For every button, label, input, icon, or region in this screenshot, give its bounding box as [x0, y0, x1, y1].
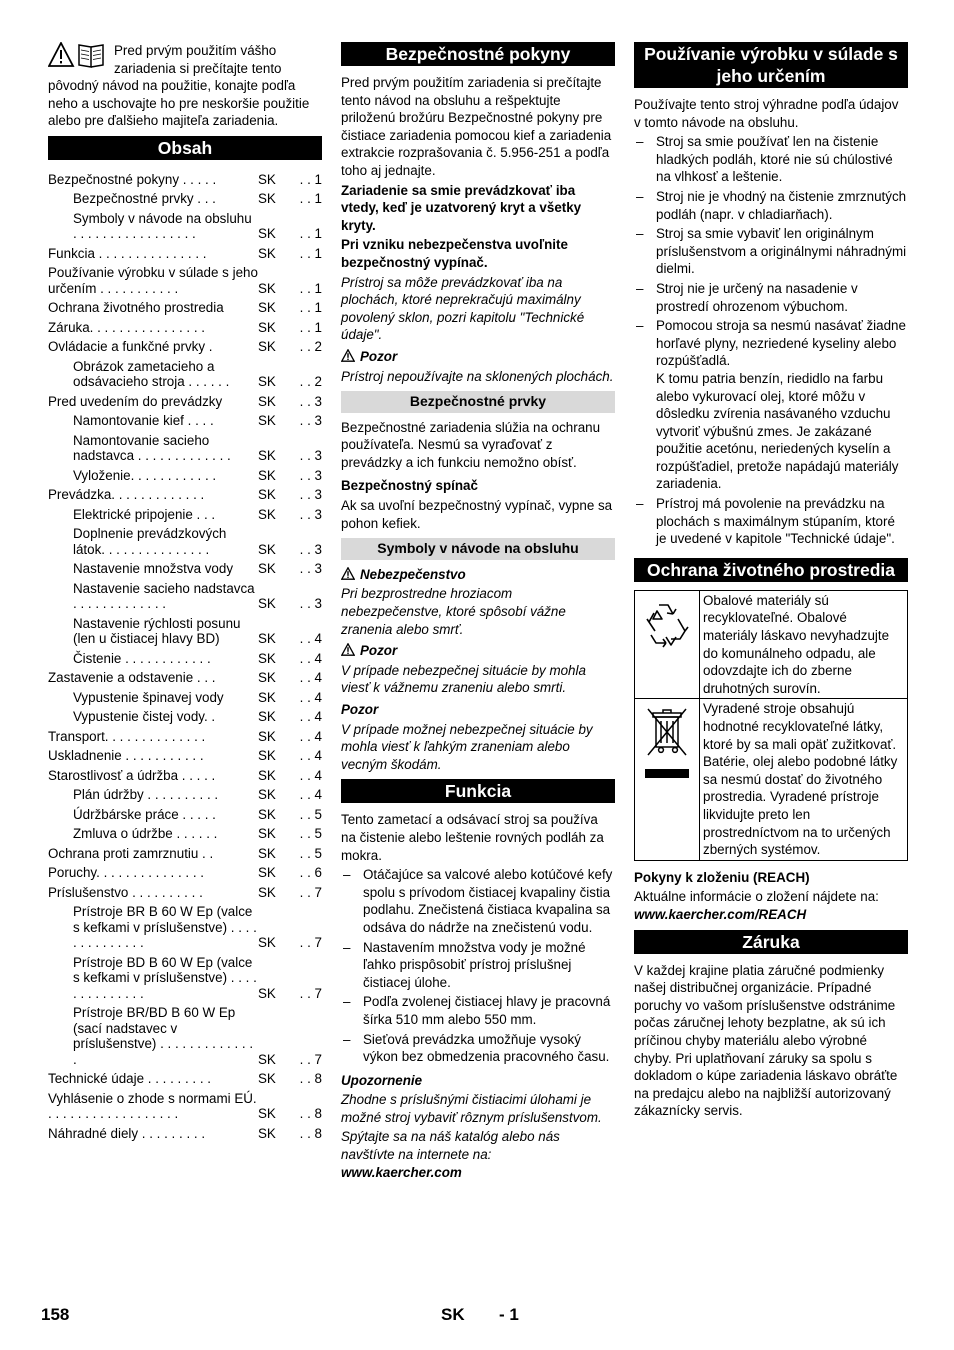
toc-row[interactable]	[48, 483, 322, 503]
toc-row[interactable]	[48, 296, 322, 316]
danger-label-text: Nebezpečenstvo	[360, 566, 466, 582]
toc-entry-lang: SK	[258, 709, 276, 725]
toc-entry-title: Ochrana proti zamrznutiu . .	[48, 845, 214, 861]
toc-row[interactable]	[48, 1122, 322, 1142]
toc-entry-lang: SK	[258, 1051, 276, 1067]
caution-text: V prípade možnej nebezpečnej situácie by mohla viesť k ľahkým zraneniam alebo vecným škodám.	[341, 721, 593, 772]
note-text-1: Zhodne s príslušnými čistiacimi úlohami je možné stroj vybaviť rôznym príslušenstvom.	[341, 1092, 602, 1125]
toc-entry-title: Doplnenie prevádzkových látok. . . . . . . . . . . . . . .	[73, 526, 227, 557]
toc-entry-title: Elektrické pripojenie . . .	[73, 506, 216, 522]
recycle-text: Obalové materiály sú recyklovateľné. Obalové materiály láskavo nevyhadzujte do komunálneho odpadu, ale odovzdajte ich do zberne druhotných surovín.	[700, 590, 908, 699]
intended-use-list	[634, 133, 908, 548]
toc-entry-lang: SK	[258, 280, 276, 296]
toc-entry-title: Obrázok zametacieho a odsávacieho stroja . . . . . .	[73, 358, 230, 390]
toc-entry-title: Nastavenie sacieho nadstavca . . . . . . . . . . . . .	[73, 580, 255, 612]
toc-entry-page: . . 4	[299, 631, 322, 647]
toc-row[interactable]	[48, 316, 322, 336]
list-item: – Prístroj má povolenie na prevádzku na plochách s maximálnym stúpaním, ktoré je uvedené v kapitole "Technické údaje".	[634, 495, 908, 548]
toc-entry-page: . . 4	[299, 689, 322, 705]
toc-entry-title: Funkcia . . . . . . . . . . . . . . .	[48, 245, 207, 261]
toc-entry-lang: SK	[258, 728, 276, 744]
toc-entry-title: Nastavenie množstva vody	[73, 561, 234, 577]
toc-entry-page: . . 8	[299, 1071, 322, 1087]
environment-title: Ochrana životného prostredia	[634, 558, 908, 582]
note-text-2: Spýtajte sa na náš katalóg alebo nás navštívte na internete na:	[341, 1129, 560, 1163]
toc-entry-lang: SK	[258, 865, 276, 881]
toc-entry-page: . . 3	[299, 487, 322, 503]
toc-entry-lang: SK	[258, 191, 276, 207]
toc-entry-page: . . 7	[299, 884, 322, 900]
list-item: – Nastavením množstva vody je možné ľahko prispôsobiť prístroj príslušnej čistiacej úlohe.	[341, 939, 615, 992]
toc-row[interactable]	[48, 187, 322, 207]
warn-label-text: Pozor	[360, 348, 398, 364]
toc-entry-title: Nastavenie rýchlosti posunu (len u čistiacej hlavy BD)	[73, 615, 241, 647]
safety-p4: Prístroj sa môže prevádzkovať iba na plochách, ktoré neprekračujú maximálny povolený sklon, pozri kapitolu "Technické údaje".	[341, 274, 585, 343]
toc-entry-title: Transport. . . . . . . . . . . . . .	[48, 728, 206, 744]
function-intro: Tento zametací a odsávací stroj sa používa na čistenie alebo leštenie rovných podláh za mokra.	[341, 812, 604, 863]
safety-p1: Pred prvým použitím zariadenia si prečítajte tento návod na obsluhu a rešpektujte priloženú brožúru Bezpečnostné pokyny pre čistiace zariadenia pomocou kief a zariadenia extrakcie rozprašovania č. 5.956-251 a podľa toho aj jednajte.	[341, 75, 612, 178]
toc-row[interactable]	[48, 557, 322, 577]
toc-entry-lang: SK	[258, 748, 276, 764]
toc-entry-title: Záruka. . . . . . . . . . . . . . . .	[48, 319, 206, 335]
toc-entry-page: . . 3	[299, 596, 322, 612]
toc-entry-title: Prevádzka. . . . . . . . . . . . .	[48, 487, 205, 503]
toc-entry-page: . . 6	[299, 865, 322, 881]
weee-text: Vyradené stroje obsahujú hodnotné recyklovateľné látky, ktoré by sa mali opäť zužitkovať. Batérie, olej alebo podobné látky sa nesmú dostať do životného prostredia. Vyradené prístroje likvidujte preto len prostredníctvom na to určených zberných systémov.	[700, 699, 908, 860]
toc-entry-lang: SK	[258, 448, 276, 464]
toc-entry-lang: SK	[258, 787, 276, 803]
toc-row[interactable]	[48, 242, 322, 262]
toc-entry-lang: SK	[258, 226, 276, 242]
toc-entry-title: Pred uvedením do prevádzky	[48, 393, 223, 409]
list-item: – Stroj sa smie vybaviť len originálnym príslušenstvom a originálnymi náhradnými dielmi.	[634, 225, 908, 278]
toc-row[interactable]	[48, 842, 322, 862]
toc-entry-lang: SK	[258, 935, 276, 951]
toc-entry-lang: SK	[258, 339, 276, 355]
table-row	[635, 590, 908, 699]
toc-entry-title: Zmluva o údržbe . . . . . .	[73, 826, 218, 842]
toc-row[interactable]	[48, 725, 322, 745]
toc-entry-lang: SK	[258, 1125, 276, 1141]
toc-entry-page: . . 1	[299, 245, 322, 261]
environment-table	[634, 590, 908, 861]
toc-entry-lang: SK	[258, 826, 276, 842]
safety-warn-label	[341, 348, 615, 366]
toc-entry-title: Bezpečnostné prvky . . .	[73, 191, 216, 207]
toc-entry-page: . . 1	[299, 171, 322, 187]
toc-entry-title: Uskladnenie . . . . . . . . . . .	[48, 748, 204, 764]
warranty-title: Záruka	[634, 930, 908, 954]
intro-notice	[48, 42, 322, 130]
toc-entry-title: Starostlivosť a údržba . . . . .	[48, 767, 216, 783]
function-title: Funkcia	[341, 779, 615, 803]
toc-entry-lang: SK	[258, 467, 276, 483]
toc-entry-lang: SK	[258, 374, 276, 390]
footer-lang: SK	[441, 1305, 465, 1324]
toc-entry-page: . . 5	[299, 806, 322, 822]
toc-entry-lang: SK	[258, 413, 276, 429]
toc-entry-lang: SK	[258, 487, 276, 503]
toc-row[interactable]	[48, 861, 322, 881]
symbols-title: Symboly v návode na obsluhu	[341, 538, 615, 560]
toc-row[interactable]	[48, 355, 322, 390]
safety-switch-title: Bezpečnostný spínač	[341, 478, 478, 494]
toc-entry-title: Vypustenie čistej vody. .	[73, 709, 216, 725]
warning-text: V prípade nebezpečnej situácie by mohla viesť k vážnemu zraneniu alebo smrti.	[341, 662, 586, 696]
toc-row[interactable]	[48, 207, 322, 242]
toc-row[interactable]	[48, 1001, 322, 1067]
list-item-text: Pomocou stroja sa nesmú nasávať žiadne horľavé plyny, nezriedené kyseliny alebo rozpúšťadlá.	[656, 318, 906, 369]
intended-use-intro: Používajte tento stroj výhradne podľa údajov v tomto návode na obsluhu.	[634, 97, 899, 130]
toc-row[interactable]	[48, 429, 322, 464]
toc-entry-page: . . 1	[299, 191, 322, 207]
toc-entry-page: . . 3	[299, 541, 322, 557]
toc-entry-title: Vypustenie špinavej vody	[73, 689, 224, 705]
toc-row[interactable]	[48, 503, 322, 523]
toc-entry-lang: SK	[258, 541, 276, 557]
toc-row[interactable]	[48, 822, 322, 842]
toc-entry-page: . . 4	[299, 767, 322, 783]
toc-entry-lang: SK	[258, 631, 276, 647]
toc-row[interactable]	[48, 900, 322, 951]
warning-manual-icon	[48, 42, 110, 68]
danger-label	[341, 566, 615, 584]
list-item: – Stroj nie je vhodný na čistenie zmrznutých podláh (napr. v chladiarňach).	[634, 188, 908, 223]
toc-entry-page: . . 4	[299, 728, 322, 744]
toc-entry-title: Príslušenstvo . . . . . . . . . .	[48, 884, 203, 900]
toc-row[interactable]	[48, 764, 322, 784]
toc-entry-title: Prístroje BR/BD B 60 W Ep (sací nadstavec v príslušenstve) . . . . . . . . . . . . . .	[73, 1005, 254, 1067]
toc-row[interactable]	[48, 881, 322, 901]
warranty-text: V každej krajine platia záručné podmienky našej distribučnej organizácie. Prípadné poruchy vo vašom príslušenstve odstránime počas záručnej lehoty bezplatne, ak sú ich príčinou chyby materiálu alebo výrobné chyby. Pri uplatňovaní záruky sa spolu s dokladom o kúpe zariadenia láskavo obráťte na predajcu alebo na najbližší autorizovaný zákaznícky servis.	[634, 962, 898, 1119]
crossed-bin-icon	[642, 705, 692, 785]
toc-entry-title: Technické údaje . . . . . . . . .	[48, 1071, 211, 1087]
toc-entry-page: . . 3	[299, 413, 322, 429]
toc-row[interactable]	[48, 577, 322, 612]
toc-row[interactable]	[48, 951, 322, 1002]
safety-p2: Zariadenie sa smie prevádzkovať iba vtedy, keď je uzatvorený kryt a všetky kryty.	[341, 182, 582, 233]
toc-row[interactable]	[48, 464, 322, 484]
toc-entry-page: . . 1	[299, 226, 322, 242]
toc-entry-page: . . 5	[299, 845, 322, 861]
toc-entry-title: Vyhlásenie o zhode s normami EÚ. . . . . . . . . . . . . . . . . . .	[48, 1090, 257, 1122]
toc-entry-title: Údržbárske práce . . . . .	[73, 806, 216, 822]
page-number: 158	[41, 1305, 70, 1324]
toc-title: Obsah	[48, 136, 322, 160]
toc-entry-title: Poruchy. . . . . . . . . . . . . . .	[48, 865, 205, 881]
column-left	[48, 42, 322, 1141]
list-item: – Stroj nie je určený na nasadenie v prostredí ohrozenom výbuchom.	[634, 280, 908, 315]
toc-entry-title: Prístroje BD B 60 W Ep (valce s kefkami v príslušenstve) . . . . . . . . . . . . . .	[73, 954, 257, 1001]
toc-entry-lang: SK	[258, 1071, 276, 1087]
safety-devices-text: Bezpečnostné zariadenia slúžia na ochranu používateľa. Nesmú sa vyraďovať z prevádzky a ich funkciu nemožno obísť.	[341, 419, 601, 470]
toc-row[interactable]	[48, 612, 322, 647]
toc-entry-lang: SK	[258, 393, 276, 409]
toc-entry-title: Symboly v návode na obsluhu . . . . . . . . . . . . . . . . .	[73, 210, 252, 242]
toc-entry-lang: SK	[258, 985, 276, 1001]
toc-entry-lang: SK	[258, 806, 276, 822]
toc-entry-title: Bezpečnostné pokyny . . . . .	[48, 171, 217, 187]
toc-entry-lang: SK	[258, 1106, 276, 1122]
toc-entry-lang: SK	[258, 171, 276, 187]
toc-entry-page: . . 5	[299, 826, 322, 842]
toc-entry-lang: SK	[258, 596, 276, 612]
toc-row[interactable]	[48, 666, 322, 686]
toc-entry-lang: SK	[258, 689, 276, 705]
toc-row[interactable]	[48, 1087, 322, 1122]
toc-row[interactable]	[48, 705, 322, 725]
toc-entry-lang: SK	[258, 845, 276, 861]
toc-entry-lang: SK	[258, 319, 276, 335]
toc-entry-page: . . 8	[299, 1106, 322, 1122]
toc-row[interactable]	[48, 390, 322, 410]
safety-switch-text: Ak sa uvoľní bezpečnostný vypínač, vypne sa pohon kefiek.	[341, 498, 613, 531]
recycle-icon-cell	[635, 590, 700, 699]
toc-entry-page: . . 3	[299, 393, 322, 409]
table-row	[635, 699, 908, 860]
toc-row[interactable]	[48, 409, 322, 429]
safety-devices-title: Bezpečnostné prvky	[341, 391, 615, 413]
weee-icon-cell	[635, 699, 700, 860]
recycle-icon	[642, 597, 692, 653]
footer-section-page: - 1	[499, 1305, 519, 1324]
toc-row[interactable]	[48, 686, 322, 706]
toc-row[interactable]	[48, 783, 322, 803]
toc-row[interactable]	[48, 335, 322, 355]
toc-entry-page: . . 3	[299, 506, 322, 522]
toc-entry-title: Prístroje BR B 60 W Ep (valce s kefkami v príslušenstve) . . . . . . . . . . . . . .	[73, 904, 257, 951]
toc-entry-title: Namontovanie kief . . . .	[73, 413, 214, 429]
toc-row[interactable]	[48, 168, 322, 188]
toc-entry-title: Namontovanie sacieho nadstavca . . . . . . . . . . . . .	[73, 432, 231, 464]
toc-entry-lang: SK	[258, 884, 276, 900]
toc-entry-title: Plán údržby . . . . . . . . . .	[73, 787, 219, 803]
toc-entry-page: . . 4	[299, 670, 322, 686]
list-item: – Stroj sa smie používať len na čistenie hladkých podláh, ktoré nie sú chúlostivé na vlhkosť a leštenie.	[634, 133, 908, 186]
toc-entry-page: . . 4	[299, 748, 322, 764]
danger-triangle-icon	[341, 567, 355, 580]
toc-entry-page: . . 7	[299, 1051, 322, 1067]
toc-entry-page: . . 1	[299, 319, 322, 335]
toc-row[interactable]	[48, 522, 322, 557]
toc-entry-title: Ovládacie a funkčné prvky .	[48, 339, 213, 355]
toc-row[interactable]	[48, 1067, 322, 1087]
toc-entry-page: . . 7	[299, 935, 322, 951]
toc-entry-title: Používanie výrobku v súlade s jeho určením . . . . . . . . . . .	[48, 265, 258, 296]
reach-url-link[interactable]: www.kaercher.com/REACH	[634, 906, 807, 922]
safety-p3: Pri vzniku nebezpečenstva uvoľnite bezpečnostný vypínač.	[341, 237, 568, 270]
toc-entry-page: . . 1	[299, 280, 322, 296]
note-label: Upozornenie	[341, 1072, 423, 1088]
toc-entry-page: . . 3	[299, 467, 322, 483]
function-list	[341, 866, 615, 1066]
list-item: – Otáčajúce sa valcové alebo kotúčové kefy spolu s prívodom čistiacej kvapaliny čistia podlahu. Znečistená čistiaca kvapalina sa odsáva do nádrže na znečistenú vodu.	[341, 866, 615, 936]
safety-title: Bezpečnostné pokyny	[341, 42, 615, 66]
caution-label: Pozor	[341, 702, 379, 717]
toc-entry-page: . . 8	[299, 1125, 322, 1141]
intro-text: Pred prvým použitím vášho zariadenia si prečítajte tento pôvodný návod na použitie, konajte podľa neho a uschovajte ho pre neskoršie použitie alebo pre ďalšieho majiteľa zariadenia.	[48, 43, 310, 129]
column-right	[634, 42, 908, 1122]
note-url-link[interactable]: www.kaercher.com	[341, 1164, 462, 1180]
table-of-contents	[48, 168, 322, 1142]
toc-entry-page: . . 1	[299, 300, 322, 316]
list-item: – Sieťová prevádzka umožňuje vysoký výkon bez obmedzenia pracovného času.	[341, 1031, 615, 1066]
toc-entry-lang: SK	[258, 300, 276, 316]
toc-entry-title: Zastavenie a odstavenie . . .	[48, 670, 216, 686]
toc-entry-lang: SK	[258, 650, 276, 666]
toc-row[interactable]	[48, 647, 322, 667]
toc-entry-lang: SK	[258, 670, 276, 686]
toc-entry-lang: SK	[258, 561, 276, 577]
toc-entry-title: Ochrana životného prostredia	[48, 300, 224, 316]
toc-entry-page: . . 3	[299, 448, 322, 464]
toc-entry-page: . . 4	[299, 650, 322, 666]
toc-entry-lang: SK	[258, 506, 276, 522]
toc-entry-page: . . 3	[299, 561, 322, 577]
toc-entry-lang: SK	[258, 767, 276, 783]
toc-entry-page: . . 2	[299, 374, 322, 390]
warning-label-text: Pozor	[360, 643, 398, 659]
intended-use-title: Používanie výrobku v súlade s jeho určením	[634, 42, 908, 88]
toc-row[interactable]	[48, 261, 322, 296]
toc-row[interactable]	[48, 744, 322, 764]
list-item: – Podľa zvolenej čistiacej hlavy je pracovná šírka 510 mm alebo 550 mm.	[341, 993, 615, 1028]
danger-text: Pri bezprostredne hroziacom nebezpečenstve, ktoré spôsobí vážne zranenia alebo smrť.	[341, 586, 566, 637]
list-item-extra: K tomu patria benzín, riedidlo na farbu alebo vykurovací olej, ktoré môžu v dôsledku zvírenia nasávaného vzduchu vytvoriť výbušnú zmes. Je zakázané použitie acetónu, neriedených kyselín a rozpúšťadiel, pretože napádajú materiály zariadenia.	[656, 370, 899, 492]
list-item	[634, 317, 908, 493]
caution-triangle-icon	[341, 643, 355, 656]
toc-entry-title: Čistenie . . . . . . . . . . . .	[73, 650, 211, 666]
safety-warn-text: Prístroj nepoužívajte na sklonených plochách.	[341, 368, 614, 384]
toc-entry-title: Vyloženie. . . . . . . . . . . .	[73, 467, 217, 483]
reach-title: Pokyny k zloženiu (REACH)	[634, 869, 810, 885]
toc-entry-page: . . 7	[299, 985, 322, 1001]
toc-entry-page: . . 2	[299, 339, 322, 355]
toc-row[interactable]	[48, 803, 322, 823]
warning-triangle-icon	[341, 349, 355, 362]
reach-text: Aktuálne informácie o zložení nájdete na:	[634, 889, 879, 905]
toc-entry-title: Náhradné diely . . . . . . . . .	[48, 1125, 206, 1141]
toc-entry-page: . . 4	[299, 787, 322, 803]
warning-label	[341, 642, 615, 660]
column-middle	[341, 42, 615, 1183]
toc-entry-lang: SK	[258, 245, 276, 261]
toc-entry-page: . . 4	[299, 709, 322, 725]
